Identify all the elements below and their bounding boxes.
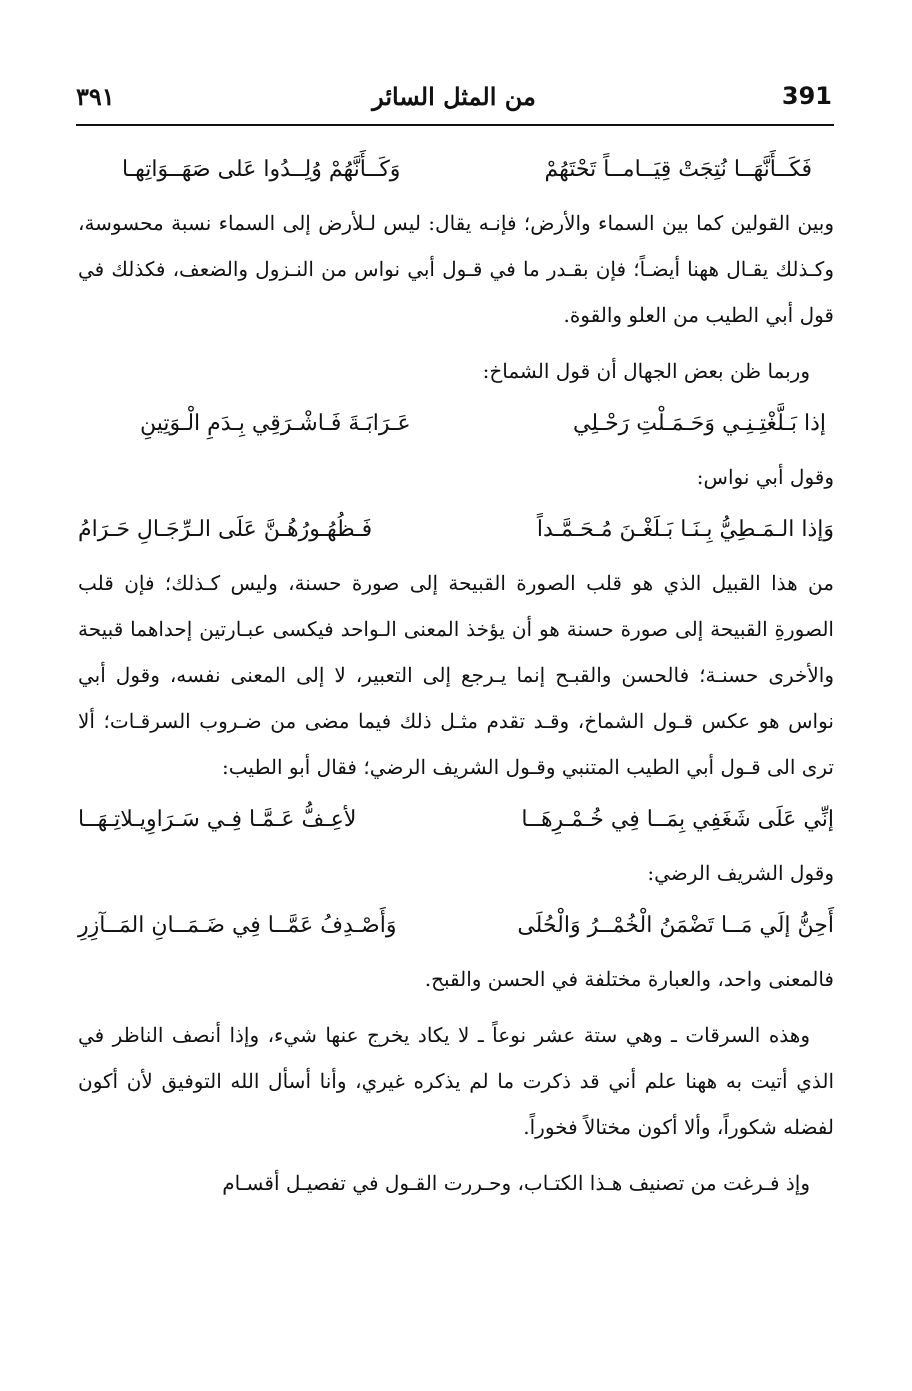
- verse-second-hemistich: فَـظُهُـورُهُـنَّ عَلَى الـرِّجَـالِ حَـرَامُ: [78, 517, 373, 542]
- spacer: [78, 338, 834, 348]
- verse-first-hemistich: إذا بَـلَّغْتِـنِـي وَحَـمَـلْتِ رَحْـلِي: [573, 411, 826, 436]
- verse-first-hemistich: إنِّي عَلَى شَغَفِي بِمَــا فِي خُـمْـرِهَــا: [521, 807, 834, 832]
- verse-second-hemistich: لأعِـفُّ عَـمَّـا فِـي سَـرَاوِيـلاتِـهَــا: [78, 807, 357, 832]
- paragraph: وقول أبي نواس:: [696, 465, 834, 489]
- header-rule: [76, 124, 834, 126]
- paragraph: وبين القولين كما بين السماء والأرض؛ فإنـه يقال: ليس لـلأرض إلى السماء نسبة محسوسة، وكـذلك يقـال ههنا أيضـاً؛ فإن بقـدر ما في قـول أبي نواس من النـزول والضعف، فكذلك في قول أبي الطيب من العلو والقوة.: [78, 211, 834, 327]
- paragraph: من هذا القبيل الذي هو قلب الصورة القبيحة إلى صورة حسنة، وليس كـذلك؛ فإن قلب الصورةِ القبيحة إلى صورة حسنة هو أن يؤخذ المعنى الـواحد فيكسى عبـارتين إحداهما قبيحة والأخرى حسنـة؛ فالحسن والقبـح إنما يـرجع إلى التعبير، لا إلى المعنى نفسه، وقول أبي نواس هو عكس قـول الشماخ، وقـد تقدم مثـل ذلك فيما مضى من ضـروب السرقـات؛ ألا ترى الى قـول أبي الطيب المتنبي وقـول الشريف الرضي؛ فقال أبو الطيب:: [78, 571, 834, 779]
- verse-first-hemistich: فَكَــأَنَّهَــا نُتِجَتْ قِيَــامــاً تَحْتَهُمْ: [544, 157, 812, 182]
- verse-line: [78, 394, 834, 454]
- verse-second-hemistich: وَأَصْـدِفُ عَمَّــا فِي ضَـمَــانِ المَــآزِرِ: [78, 913, 397, 938]
- spacer: [78, 1002, 834, 1012]
- paragraph: وإذ فـرغت من تصنيف هـذا الكتـاب، وحـررت القـول في تفصيـل أقسـام: [222, 1171, 810, 1195]
- verse-line: [78, 500, 834, 560]
- paragraph: فالمعنى واحد، والعبارة مختلفة في الحسن والقبح.: [424, 967, 834, 991]
- verse-line: [78, 896, 834, 956]
- verse-line: [78, 140, 834, 200]
- page-body: [78, 140, 834, 1206]
- verse-first-hemistich: وَإذا الـمَـطِيُّ بِـنَـا بَـلَغْـنَ مُـحَـمَّـداً: [536, 517, 834, 542]
- paragraph: وقول الشريف الرضي:: [647, 861, 834, 885]
- verse-line: [78, 790, 834, 850]
- paragraph: وربما ظن بعض الجهال أن قول الشماخ:: [482, 359, 810, 383]
- page-header: [76, 80, 832, 120]
- page-number-latin: 391: [781, 82, 832, 110]
- page-number-arabic: ٣٩١: [76, 82, 115, 111]
- verse-first-hemistich: أَحِنُّ إلَي مَــا تَضْمَنُ الْخُمْــرُ وَالْحُلَى: [517, 913, 834, 938]
- verse-second-hemistich: وَكَــأَنَّهُمْ وُلِــدُوا عَلى صَهَــوَاتِهـا: [122, 157, 401, 182]
- running-title: من المثل السائر: [372, 82, 536, 111]
- spacer: [78, 1150, 834, 1160]
- verse-second-hemistich: عَـرَابَـةَ فَـاشْـرَقِي بِـدَمِ الْـوَتِينِ: [140, 411, 411, 436]
- paragraph: وهذه السرقات ـ وهي ستة عشر نوعاً ـ لا يكاد يخرج عنها شيء، وإذا أنصف الناظر في الذي أتيت به ههنا علم أني قد ذكرت ما لم يذكره غيري، وأنا أسأل الله التوفيق لأن أكون لفضله شكوراً، وألا أكون مختالاً فخوراً.: [78, 1023, 834, 1139]
